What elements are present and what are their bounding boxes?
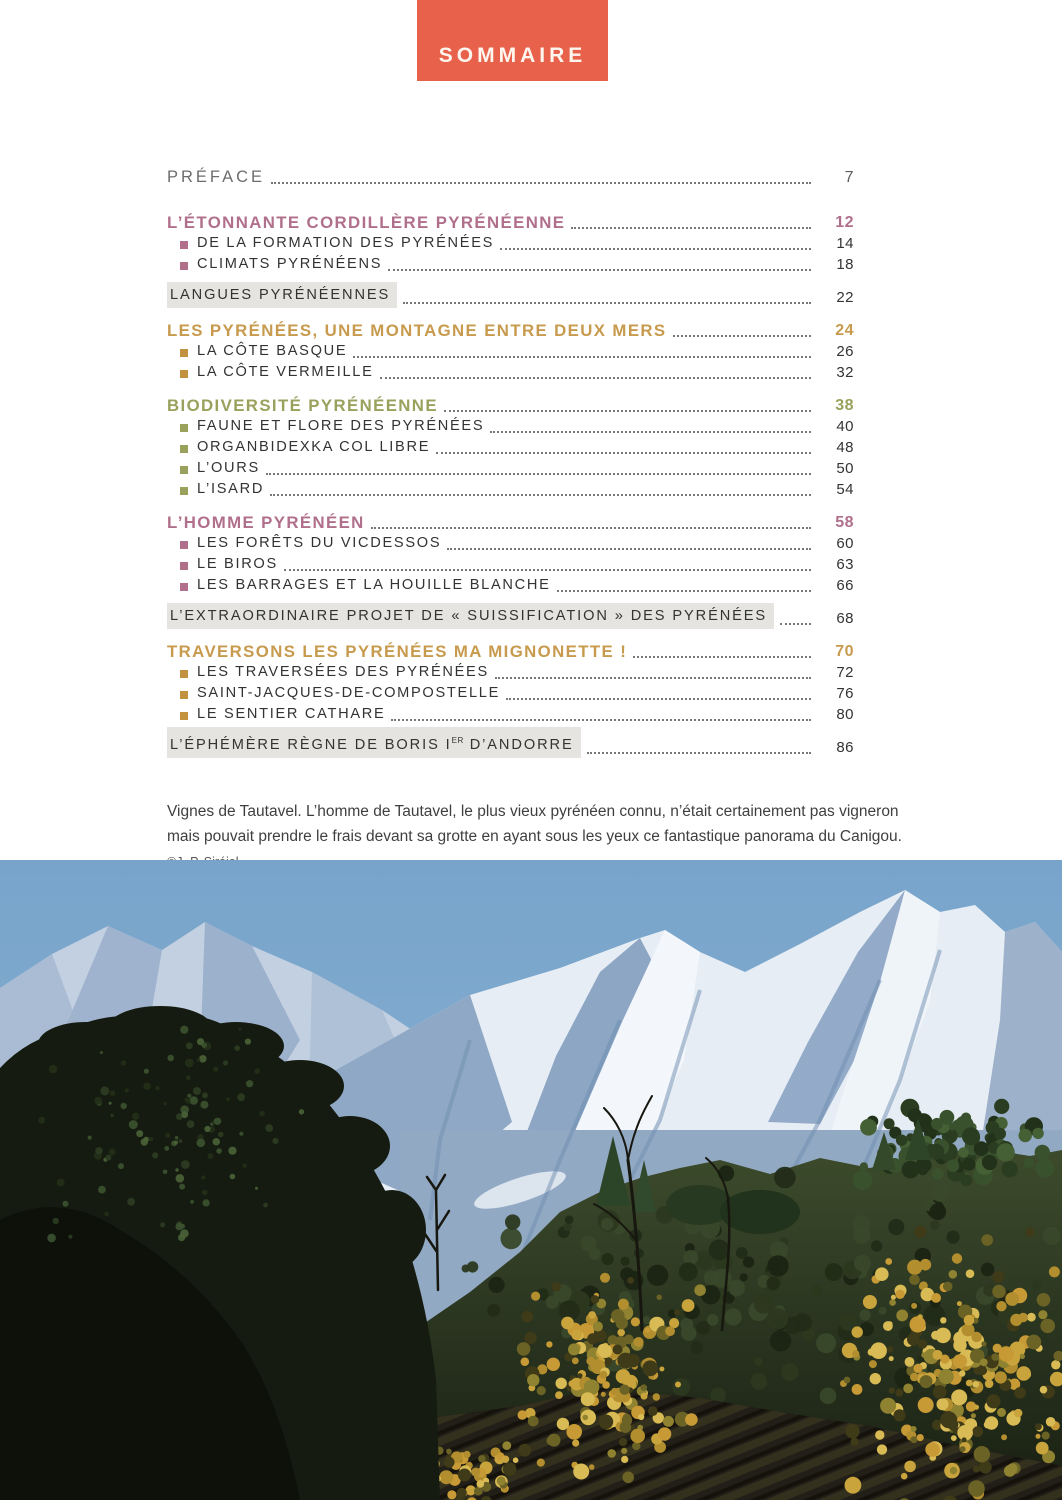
square-bullet-icon [180, 562, 188, 570]
toc-label: LE BIROS [197, 556, 278, 572]
page-number: 24 [835, 322, 854, 339]
page-number: 26 [836, 343, 854, 360]
dotted-leader [403, 302, 811, 304]
dotted-leader [266, 473, 811, 475]
dotted-leader [571, 227, 811, 229]
toc-entry-22 [167, 737, 854, 758]
toc-label: LE SENTIER CATHARE [197, 706, 386, 722]
toc-label: LES BARRAGES ET LA HOUILLE BLANCHE [197, 577, 551, 593]
page-number: 80 [836, 706, 854, 723]
page-number: 63 [836, 556, 854, 573]
square-bullet-icon [180, 712, 188, 720]
toc-label: L’EXTRAORDINAIRE PROJET DE « SUISSIFICATION » DES PYRÉNÉES [167, 603, 774, 629]
square-bullet-icon [180, 583, 188, 591]
toc-label: LANGUES PYRÉNÉENNES [167, 282, 397, 308]
toc-label: L’ISARD [197, 481, 265, 497]
page-number: 48 [836, 439, 854, 456]
dotted-leader [444, 410, 811, 412]
dotted-leader [371, 527, 811, 529]
page-number: 7 [844, 169, 854, 186]
toc-label: LA CÔTE BASQUE [197, 343, 348, 359]
page-number: 32 [836, 364, 854, 381]
caption-text: Vignes de Tautavel. L’homme de Tautavel, le plus vieux pyrénéen connu, n’était certainement pas vigneron mais pouvait prendre le frais devant sa grotte en ayant sous les yeux ce fantastique panorama du Canigou. [167, 803, 902, 845]
dotted-leader [673, 335, 811, 337]
dotted-leader [633, 656, 811, 658]
toc-label: PRÉFACE [167, 168, 266, 186]
dotted-leader [490, 431, 811, 433]
dotted-leader [436, 452, 811, 454]
page-number: 58 [835, 514, 854, 531]
dotted-leader [391, 719, 811, 721]
photo-canigou-vineyards [0, 860, 1062, 1500]
square-bullet-icon [180, 241, 188, 249]
dotted-leader [380, 377, 811, 379]
table-of-contents [167, 167, 854, 758]
toc-label: DE LA FORMATION DES PYRÉNÉES [197, 235, 495, 251]
toc-entry-5 [167, 320, 854, 341]
page-number: 14 [836, 235, 854, 252]
toc-label: LA CÔTE VERMEILLE [197, 364, 374, 380]
dotted-leader [780, 623, 811, 625]
dotted-leader [271, 182, 811, 184]
toc-entry-18 [167, 641, 854, 662]
toc-label: L’ÉTONNANTE CORDILLÈRE PYRÉNÉENNE [167, 213, 566, 232]
square-bullet-icon [180, 691, 188, 699]
page-number: 70 [835, 643, 854, 660]
toc-entry-2 [167, 233, 854, 254]
toc-label: ORGANBIDEXKA COL LIBRE [197, 439, 431, 455]
toc-entry-4 [167, 287, 854, 308]
square-bullet-icon [180, 670, 188, 678]
square-bullet-icon [180, 541, 188, 549]
page-number: 18 [836, 256, 854, 273]
toc-label: TRAVERSONS LES PYRÉNÉES MA MIGNONETTE ! [167, 642, 628, 661]
square-bullet-icon [180, 445, 188, 453]
dotted-leader [506, 698, 811, 700]
square-bullet-icon [180, 424, 188, 432]
square-bullet-icon [180, 466, 188, 474]
toc-label: L’HOMME PYRÉNÉEN [167, 513, 365, 532]
toc-label: L’OURS [197, 460, 260, 476]
toc-label: LES FORÊTS DU VICDESSOS [197, 535, 442, 551]
toc-label: LES TRAVERSÉES DES PYRÉNÉES [197, 664, 489, 680]
toc-entry-3 [167, 254, 854, 275]
page-number: 12 [835, 214, 854, 231]
page-title-banner [417, 0, 608, 81]
toc-label: L’ÉPHÉMÈRE RÈGNE DE BORIS IER D’ANDORRE [167, 727, 581, 758]
dotted-leader [447, 548, 811, 550]
dotted-leader [388, 269, 811, 271]
toc-entry-17 [167, 608, 854, 629]
page-number: 22 [836, 289, 854, 306]
page-number: 86 [836, 739, 854, 756]
toc-label: LES PYRÉNÉES, UNE MONTAGNE ENTRE DEUX MERS [167, 321, 667, 340]
dotted-leader [500, 248, 811, 250]
page-number: 72 [836, 664, 854, 681]
toc-entry-15 [167, 554, 854, 575]
page-number: 66 [836, 577, 854, 594]
toc-entry-11 [167, 458, 854, 479]
page-number: 40 [836, 418, 854, 435]
toc-entry-14 [167, 533, 854, 554]
toc-entry-6 [167, 341, 854, 362]
square-bullet-icon [180, 349, 188, 357]
page-number: 60 [836, 535, 854, 552]
dotted-leader [284, 569, 811, 571]
dotted-leader [353, 356, 811, 358]
toc-label: SAINT-JACQUES-DE-COMPOSTELLE [197, 685, 501, 701]
page-number: 38 [835, 397, 854, 414]
toc-label: FAUNE ET FLORE DES PYRÉNÉES [197, 418, 485, 434]
page-number: 76 [836, 685, 854, 702]
page-number: 54 [836, 481, 854, 498]
toc-label: BIODIVERSITÉ PYRÉNÉENNE [167, 396, 438, 415]
square-bullet-icon [180, 487, 188, 495]
toc-entry-19 [167, 662, 854, 683]
toc-entry-10 [167, 437, 854, 458]
toc-entry-1 [167, 212, 854, 233]
toc-label: CLIMATS PYRÉNÉENS [197, 256, 383, 272]
dotted-leader [587, 752, 811, 754]
page-number: 50 [836, 460, 854, 477]
dotted-leader [495, 677, 811, 679]
toc-entry-8 [167, 395, 854, 416]
toc-entry-0 [167, 167, 854, 188]
toc-entry-12 [167, 479, 854, 500]
square-bullet-icon [180, 370, 188, 378]
square-bullet-icon [180, 262, 188, 270]
toc-entry-7 [167, 362, 854, 383]
page-title: SOMMAIRE [438, 44, 587, 67]
page-number: 68 [836, 610, 854, 627]
toc-entry-16 [167, 575, 854, 596]
toc-entry-9 [167, 416, 854, 437]
toc-entry-13 [167, 512, 854, 533]
dotted-leader [270, 494, 811, 496]
dotted-leader [557, 590, 811, 592]
toc-entry-21 [167, 704, 854, 725]
toc-entry-20 [167, 683, 854, 704]
